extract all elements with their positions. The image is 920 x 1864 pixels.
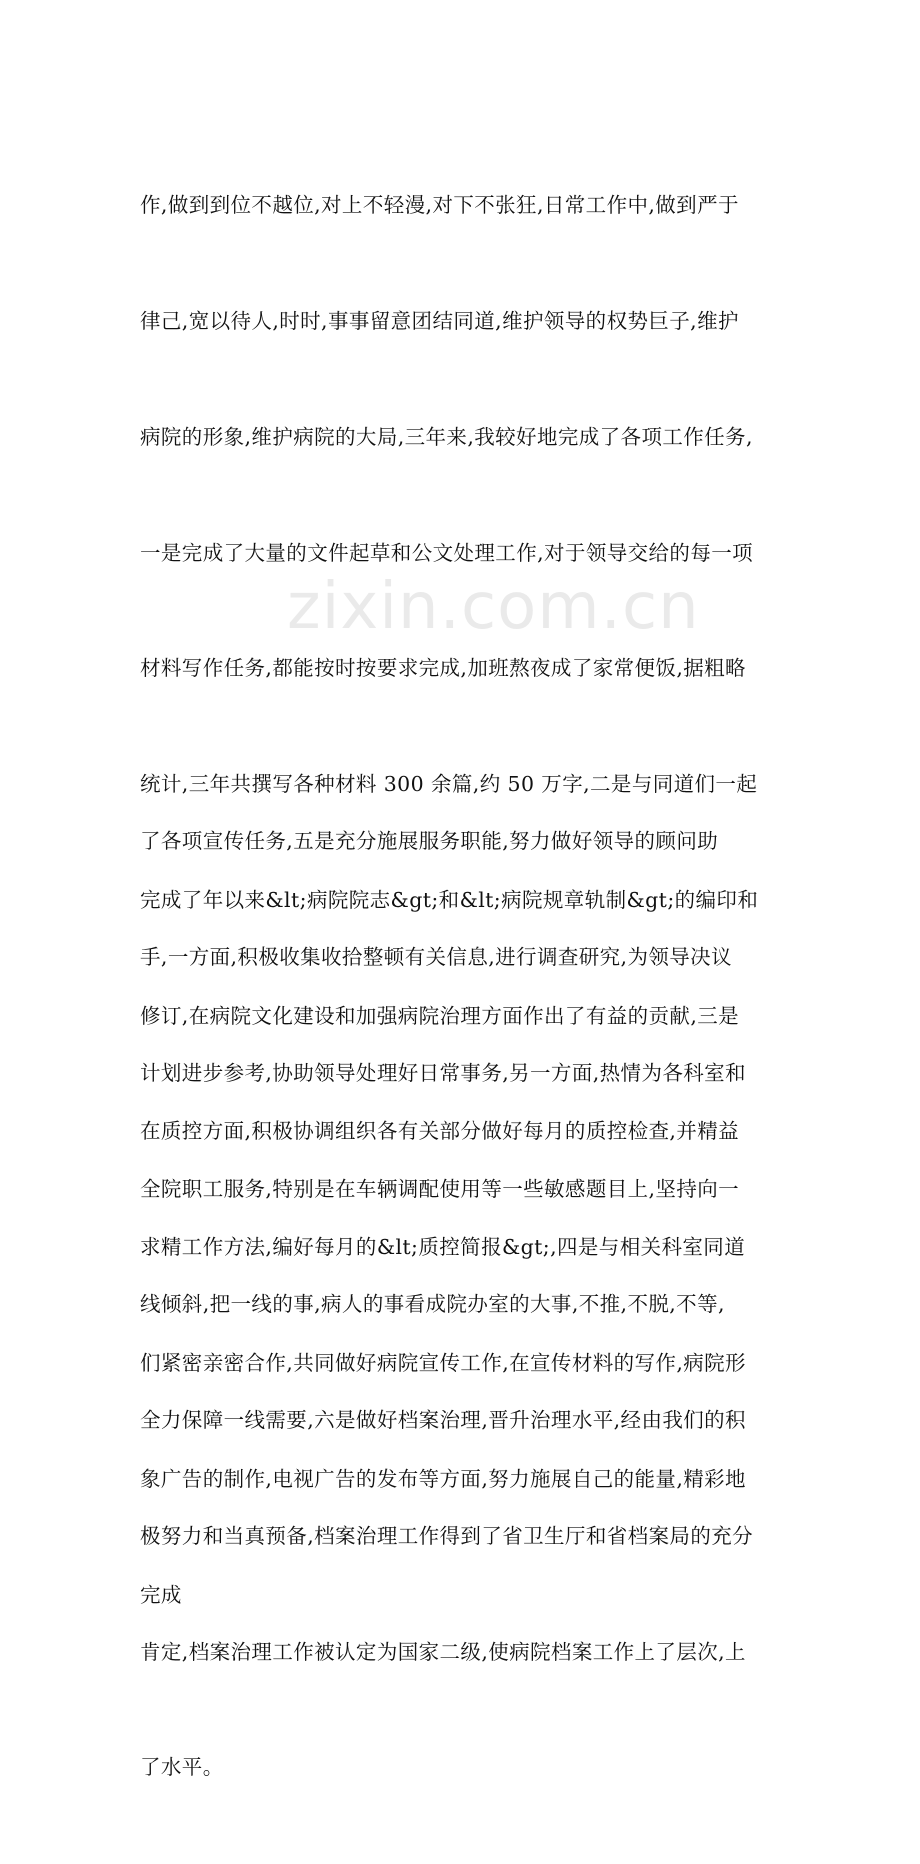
text-line: 一是完成了大量的文件起草和公文处理工作,对于领导交给的每一项 [140, 540, 754, 565]
text-line: 线倾斜,把一线的事,病人的事看成院办室的大事,不推,不脱,不等, [140, 1292, 725, 1317]
text-line: 在质控方面,积极协调组织各有关部分做好每月的质控检查,并精益 [140, 1119, 740, 1144]
text-line: 全力保障一线需要,六是做好档案治理,晋升治理水平,经由我们的积 [140, 1408, 746, 1433]
text-line: 材料写作任务,都能按时按要求完成,加班熬夜成了家常便饭,据粗略 [140, 656, 746, 681]
text-line: 肯定,档案治理工作被认定为国家二级,使病院档案工作上了层次,上 [140, 1639, 746, 1664]
text-line: 全院职工服务,特别是在车辆调配使用等一些敏感题目上,坚持向一 [140, 1176, 740, 1201]
text-line: 统计,三年共撰写各种材料 300 余篇,约 50 万字,二是与同道们一起 [140, 772, 758, 797]
body-paragraph-2 [140, 745, 790, 1864]
text-line: 极努力和当真预备,档案治理工作得到了省卫生厅和省档案局的充分 [140, 1523, 754, 1548]
text-line: 修订,在病院文化建设和加强病院治理方面作出了有益的贡献,三是 [140, 1003, 740, 1028]
text-line: 律己,宽以待人,时时,事事留意团结同道,维护领导的权势巨子,维护 [140, 308, 739, 333]
text-line: 了水平。 [140, 1755, 224, 1780]
text-line: 完成 [140, 1582, 182, 1607]
text-line: 计划进步参考,协助领导处理好日常事务,另一方面,热情为各科室和 [140, 1060, 746, 1085]
watermark: zixin.com.cn [287, 570, 700, 644]
text-line: 了各项宣传任务,五是充分施展服务职能,努力做好领导的顾问助 [140, 829, 719, 854]
text-line: 象广告的制作,电视广告的发布等方面,努力施展自己的能量,精彩地 [140, 1466, 746, 1491]
text-line: 求精工作方法,编好每月的&lt;质控简报&gt;,四是与相关科室同道 [140, 1235, 746, 1260]
text-line: 病院的形象,维护病院的大局,三年来,我较好地完成了各项工作任务, [140, 424, 753, 449]
text-line: 手,一方面,积极收集收拾整顿有关信息,进行调查研究,为领导决议 [140, 944, 732, 969]
text-line: 们紧密亲密合作,共同做好病院宣传工作,在宣传材料的写作,病院形 [140, 1351, 746, 1375]
text-line: 作,做到到位不越位,对上不轻漫,对下不张狂,日常工作中,做到严于 [140, 193, 739, 218]
text-line: 完成了年以来&lt;病院院志&gt;和&lt;病院规章轨制&gt;的编印和 [140, 887, 759, 912]
